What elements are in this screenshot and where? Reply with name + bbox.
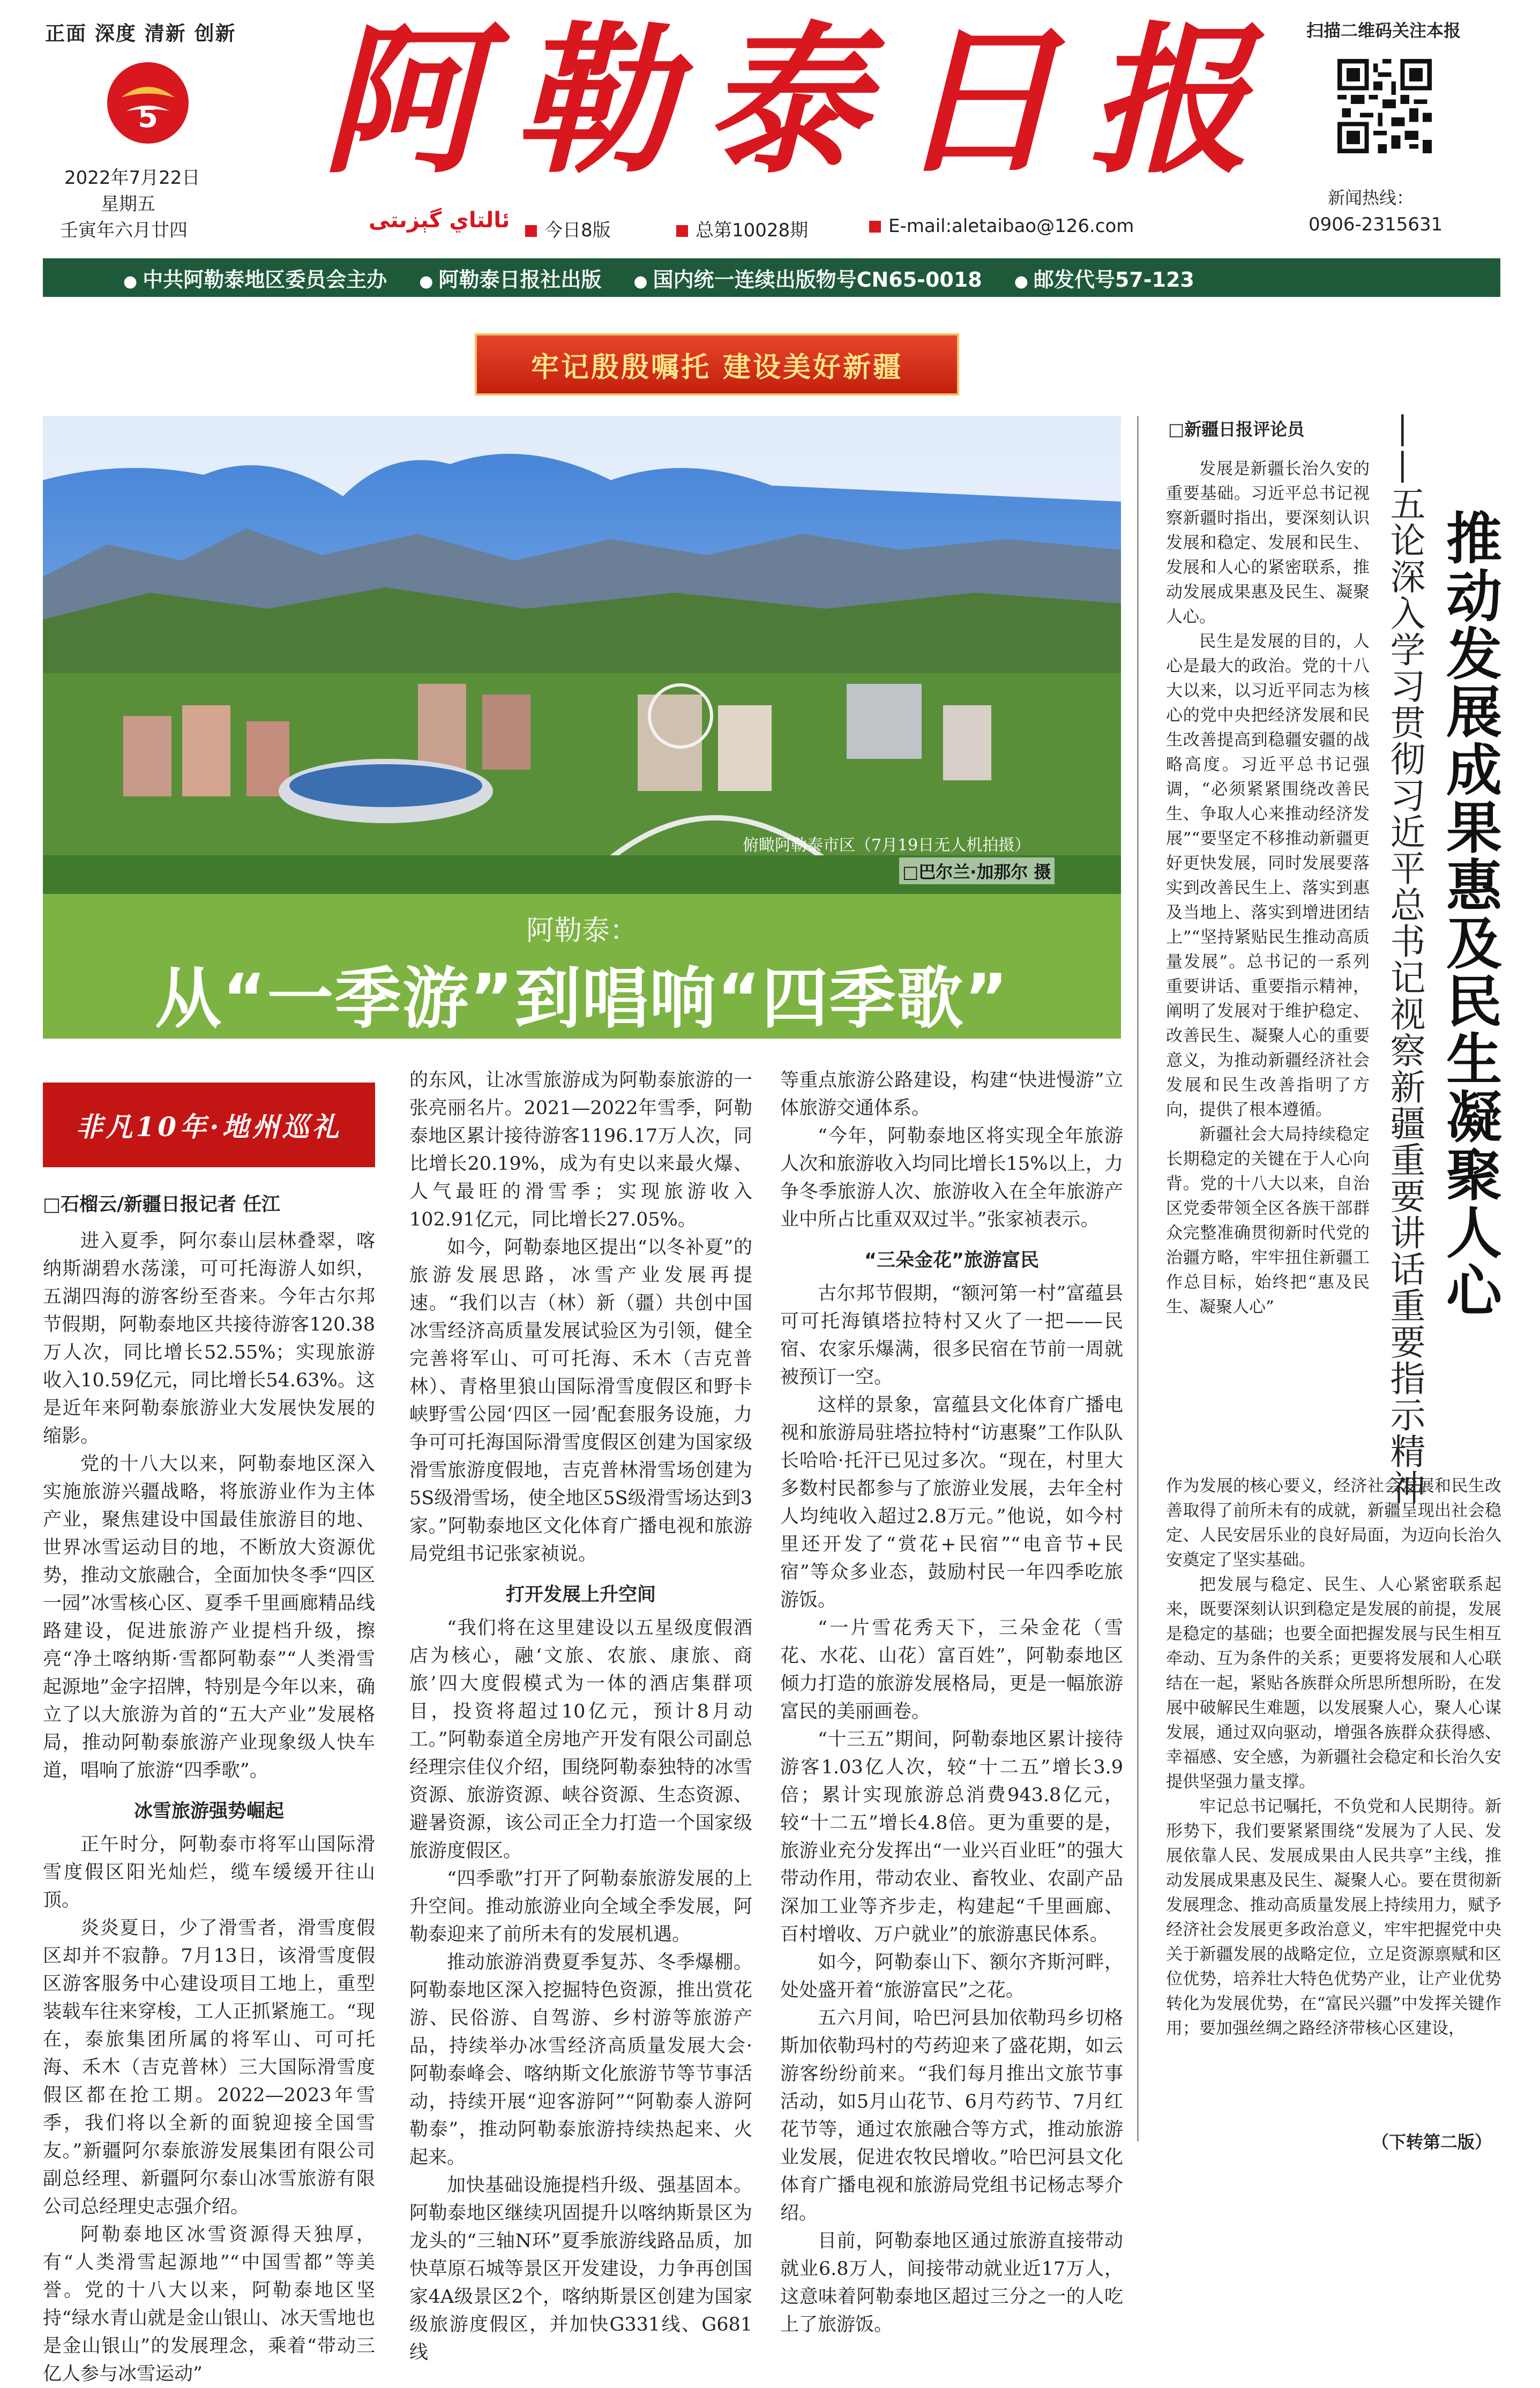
paragraph: 牢记总书记嘱托，不负党和人民期待。新形势下，我们要紧紧围绕“发展为了人民、发展依靠人民、发展成果由人民共享”主线，推动发展成果惠及民生、凝聚人心。要在贯彻新发展理念、推动高质量发展上持续用力，赋予经济社会发展更多政治意义，牢牢把握党中央关于新疆发展的战略定位，立足资源禀赋和区位优势，培养壮大特色优势产业，让产业优势转化为发展优势，在“富民兴疆”中发挥关键作用；要加强丝绸之路经济带核心区建设， [1166, 1797, 1501, 2038]
email-info: E-mail:aletaibao@126.com [869, 215, 1134, 237]
paragraph: “我们将在这里建设以五星级度假酒店为核心，融‘文旅、农旅、康旅、商旅’四大度假模式为一体的酒店集群项目，投资将超过10亿元，预计8月动工。”阿勒泰道全房地产开发有限公司副总经理宗佳仪介绍，围绕阿勒泰独特的冰雪资源、旅游资源、峡谷资源、生态资源、避暑资源，该公司正全力打造一个国家级旅游度假区。 [409, 1617, 752, 1862]
commentary-body-top [1166, 457, 1370, 1319]
paragraph: 党的十八大以来，阿勒泰地区深入实施旅游兴疆战略，将旅游业作为主体产业，聚焦建设中国最佳旅游目的地、世界冰雪运动目的地，不断放大资源优势，推动文旅融合，全面加快冬季“四区一园”冰雪核心区、夏季千里画廊精品线路建设，促进旅游产业提档升级，擦亮“净土喀纳斯·雪都阿勒泰”“人类滑雪起源地”金字招牌，特别是今年以来，确立了以大旅游为首的“五大产业”发展格局，推动阿勒泰旅游产业现象级人快车道，唱响了旅游“四季歌”。 [43, 1453, 375, 1781]
paragraph: 的东风，让冰雪旅游成为阿勒泰旅游的一张亮丽名片。2021—2022年雪季，阿勒泰地区累计接待游客1196.17万人次，同比增长20.19%，成为有史以来最火爆、人气最旺的滑雪季；实现旅游收入102.91亿元，同比增长27.05%。 [409, 1070, 752, 1230]
hotline-block [1309, 184, 1443, 238]
headline-kicker: 阿勒泰： [526, 915, 638, 947]
article-column-1 [43, 1227, 375, 2388]
paragraph: “四季歌”打开了阿勒泰旅游发展的上升空间。推动旅游业向全域全季发展，阿勒泰迎来了前所未有的发展机遇。 [409, 1868, 752, 1945]
paragraph: 这样的景象，富蕴县文化体育广播电视和旅游局驻塔拉特村“访惠聚”工作队队长哈哈·托汗已见过多次。“现在，村里大多数村民都参与了旅游业发展，去年全村人均纯收入超过2.8万元。”他说，如今村里还开发了“赏花+民宿”“电音节+民宿”等众多业态，鼓励村民一年四季吃旅游饭。 [780, 1394, 1123, 1611]
paragraph: 正午时分，阿勒泰市将军山国际滑雪度假区阳光灿烂，缆车缓缓开往山顶。 [43, 1834, 375, 1911]
section-subhead: 冰雪旅游强势崛起 [133, 1801, 284, 1822]
pages-info: 今日8版 [525, 215, 611, 242]
masthead-slogan: 正面 深度 清新 创新 [45, 22, 236, 45]
commentary-subtitle: ——五论深入学习贯彻习近平总书记视察新疆重要讲话重要指示精神 [1384, 413, 1425, 1506]
section-subhead: 打开发展上升空间 [505, 1584, 656, 1606]
issue-weekday: 星期五 [101, 193, 155, 215]
paragraph: 把发展与稳定、民生、人心紧密联系起来，既要深刻认识到稳定是发展的前提，发展是稳定的基础；也要全面把握发展与民生相互牵动、互为条件的关系；更要将发展和人心联结在一起，紧贴各族群众所思所想所盼，在发展中破解民生难题，以发展聚人心，聚人心谋发展，通过双向驱动，增强各族群众获得感、幸福感、安全感，为新疆社会稳定和长治久安提供坚强力量支撑。 [1166, 1575, 1501, 1792]
qr-code-icon[interactable] [1337, 59, 1432, 153]
paragraph: “今年，阿勒泰地区将实现全年旅游人次和旅游收入均同比增长15%以上，力争冬季旅游人次、旅游收入在全年旅游产业中所占比重双双过半。”张家祯表示。 [780, 1125, 1123, 1230]
paragraph: 作为发展的核心要义，经济社会发展和民生改善取得了前所未有的成就，新疆呈现出社会稳定、人民安居乐业的良好局面，为迈向长治久安奠定了坚实基础。 [1166, 1476, 1501, 1570]
paragraph: 发展是新疆长治久安的重要基础。习近平总书记视察新疆时指出，要深刻认识发展和稳定、发展和民生、发展和人心的紧密联系，推动发展成果惠及民生、凝聚人心。 [1166, 459, 1370, 626]
paragraph: 目前，阿勒泰地区通过旅游直接带动就业6.8万人，间接带动就业近17万人，这意味着阿勒泰地区超过三分之一的人吃上了旅游饭。 [780, 2230, 1123, 2335]
series-tag: 非凡10年·地州巡礼 [43, 1083, 375, 1167]
publisher-info-item: ● 邮发代号57-123 [1014, 263, 1194, 293]
commentary-headline: 推动发展成果惠及民生凝聚人心 [1437, 509, 1502, 1319]
theme-banner: 牢记殷殷嘱托 建设美好新疆 [475, 333, 959, 395]
paragraph: 如今，阿勒泰地区提出“以冬补夏”的旅游发展思路，冰雪产业发展再提速。“我们以吉（林）新（疆）共创中国冰雪经济高质量发展试验区为引领，健全完善将军山、可可托海、禾木（吉克普林）、青格里狼山国际滑雪度假区和野卡峡野雪公园‘四区一园’配套服务设施，力争可可托海国际滑雪度假区创建为国家级滑雪旅游度假地，吉克普林滑雪场创建为5S级滑雪场，使全地区5S级滑雪场达到3家。”阿勒泰地区文化体育广播电视和旅游局党组书记张家祯说。 [409, 1237, 752, 1565]
issue-lunar-date: 壬寅年六月廿四 [60, 220, 188, 241]
issue-number: 总第10028期 [676, 215, 808, 242]
paragraph: 进入夏季，阿尔泰山层林叠翠，喀纳斯湖碧水荡漾，可可托海游人如织，五湖四海的游客纷至沓来。今年古尔邦节假期，阿勒泰地区共接待游客120.38万人次，同比增长52.55%；实现旅游收入10.59亿元，同比增长54.63%。这是近年来阿勒泰旅游业大发展快发展的缩影。 [43, 1230, 375, 1447]
paragraph: 阿勒泰地区冰雪资源得天独厚，有“人类滑雪起源地”“中国雪都”等美誉。党的十八大以来，阿勒泰地区坚持“绿水青山就是金山银山、冰天雪地也是金山银山”的发展理念，乘着“带动三亿人参与冰雪运动” [43, 2224, 375, 2385]
newspaper-logo-emblem [105, 60, 191, 146]
photo-credit: □巴尔兰·加那尔 摄 [899, 857, 1055, 884]
hotline-label: 新闻热线： [1328, 188, 1414, 208]
paragraph: “十三五”期间，阿勒泰地区累计接待游客1.03亿人次，较“十二五”增长3.9倍；累计实现旅游总消费943.8亿元，较“十二五”增长4.8倍。更为重要的是，旅游业充分发挥出“一业兴百业旺”的强大带动作用，带动农业、畜牧业、农副产品深加工业等齐步走，构建起“千里画廊、百村增收、万户就业”的旅游惠民体系。 [780, 1729, 1123, 1945]
paragraph: 加快基础设施提档升级、强基固本。阿勒泰地区继续巩固提升以喀纳斯景区为龙头的“三轴N环”夏季旅游线路品质，加快草原石城等景区开发建设，力争再创国家4A级景区2个，喀纳斯景区创建为国家级旅游度假区，并加快G331线、G681线 [409, 2175, 752, 2363]
commentary-byline: □新疆日报评论员 [1168, 419, 1305, 439]
column-divider [1137, 416, 1139, 2141]
paragraph: 如今，阿勒泰山下、额尔齐斯河畔，处处盛开着“旅游富民”之花。 [780, 1952, 1123, 2001]
paragraph: 五六月间，哈巴河县加依勒玛乡切格斯加依勒玛村的芍药迎来了盛花期，如云游客纷纷前来。“我们每月推出文旅节事活动，如5月山花节、6月芍药节、7月红花节等，通过农旅融合等方式，推动旅游业发展，促进农牧民增收。”哈巴河县文化体育广播电视和旅游局党组书记杨志琴介绍。 [780, 2008, 1123, 2224]
article-column-3 [780, 1066, 1123, 2339]
continued-note: （下转第二版） [1372, 2132, 1492, 2152]
commentary-body-bottom [1166, 1474, 1501, 2041]
city-aerial-photo [43, 416, 1121, 894]
paragraph: 炎炎夏日，少了滑雪者，滑雪度假区却并不寂静。7月13日，该滑雪度假区游客服务中心建设项目工地上，重型装载车往来穿梭，工人正抓紧施工。“现在，泰旅集团所属的将军山、可可托海、禾木（吉克普林）三大国际滑雪度假区都在抢工期。2022—2023年雪季，我们将以全新的面貌迎接全国雪友。”新疆阿尔泰旅游发展集团有限公司副总经理、新疆阿尔泰山冰雪旅游有限公司总经理史志强介绍。 [43, 1917, 375, 2218]
photo-caption: 俯瞰阿勒泰市区（7月19日无人机拍摄） [743, 836, 1031, 855]
headline-block [43, 894, 1121, 1039]
article-byline: □石榴云/新疆日报记者 任江 [43, 1194, 281, 1215]
publisher-info-bar [43, 258, 1500, 297]
hotline-number: 0906-2315631 [1309, 214, 1443, 235]
svg-text:5: 5 [138, 100, 158, 134]
section-subhead: “三朵金花”旅游富民 [864, 1250, 1039, 1271]
publisher-info-item: ● 中共阿勒泰地区委员会主办 [123, 263, 387, 293]
uyghur-title: ئالتاي گېزىتى [369, 208, 510, 233]
paragraph: 推动旅游消费夏季复苏、冬季爆棚。阿勒泰地区深入挖掘特色资源，推出赏花游、民俗游、自驾游、乡村游等旅游产品，持续举办冰雪经济高质量发展大会·阿勒泰峰会、喀纳斯文化旅游节等节事活动，持续开展“迎客游阿”“阿勒泰人游阿勒泰”，推动阿勒泰旅游持续热起来、火起来。 [409, 1952, 752, 2168]
paragraph: 古尔邦节假期，“额河第一村”富蕴县可可托海镇塔拉特村又火了一把——民宿、农家乐爆满，很多民宿在节前一周就被预订一空。 [780, 1283, 1123, 1388]
issue-date: 2022年7月22日 [64, 167, 200, 189]
publisher-info-item: ● 阿勒泰日报社出版 [419, 263, 601, 293]
qr-label: 扫描二维码关注本报 [1306, 20, 1461, 41]
paragraph: 民生是发展的目的，人心是最大的政治。党的十八大以来，以习近平同志为核心的党中央把经济发展和民生改善提高到稳疆安疆的战略高度。习近平总书记强调，“必须紧紧围绕改善民生、争取人心来推动经济发展”“要坚定不移推动新疆更好更快发展，同时发展要落实到改善民生上、落实到惠及当地上、落实到增进团结上”“坚持紧贴民生推动高质量发展”。总书记的一系列重要讲话、重要指示精神，阐明了发展对于维护稳定、改善民生、凝聚人心的重要意义，为推动新疆经济社会发展和民生改善指明了方向，提供了根本遵循。 [1166, 632, 1370, 1120]
issue-date-block [60, 165, 200, 244]
paragraph: 新疆社会大局持续稳定长期稳定的关键在于人心向背。党的十八大以来，自治区党委带领全区各族干部群众完整准确贯彻新时代党的治疆方略，牢牢扭住新疆工作总目标，始终把“惠及民生、凝聚人心” [1166, 1125, 1370, 1317]
newspaper-title: 阿勒泰日报 [322, 6, 1281, 195]
article-column-2 [409, 1066, 752, 2367]
main-headline: 从“一季游”到唱响“四季歌” [155, 960, 1009, 1038]
paragraph: “一片雪花秀天下，三朵金花（雪花、水花、山花）富百姓”，阿勒泰地区倾力打造的旅游发展格局，更是一幅旅游富民的美丽画卷。 [780, 1617, 1123, 1722]
publisher-info-item: ● 国内统一连续出版物号CN65-0018 [633, 263, 982, 293]
paragraph: 等重点旅游公路建设，构建“快进慢游”立体旅游交通体系。 [780, 1070, 1123, 1119]
